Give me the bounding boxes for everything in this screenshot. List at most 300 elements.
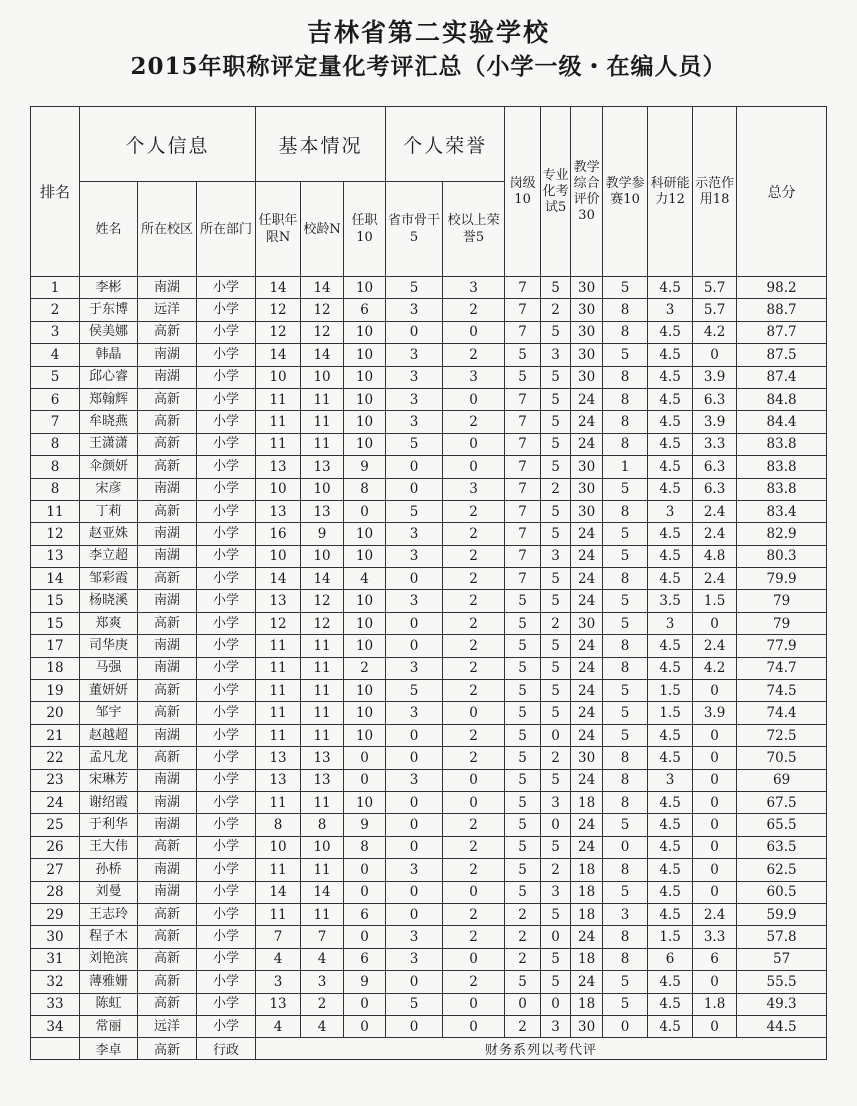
teaching-contest-cell: 1 [603,456,648,478]
teaching-eval-cell: 24 [571,388,603,410]
post-level-cell: 7 [505,568,541,590]
rank-cell: 3 [31,321,80,343]
tenure-years-cell: 12 [256,321,301,343]
campus-cell: 高新 [138,456,197,478]
tenure-score-cell: 4 [344,568,386,590]
teaching-contest-cell: 8 [603,568,648,590]
name-cell: 司华庚 [80,635,138,657]
research-cell: 3 [648,299,693,321]
teaching-contest-cell: 8 [603,926,648,948]
school-age-cell: 11 [301,859,344,881]
department-cell: 小学 [197,478,256,500]
table-row [31,478,827,500]
department-cell: 小学 [197,881,256,903]
school-honor-cell: 2 [443,299,505,321]
school-honor-cell: 0 [443,791,505,813]
research-cell: 4.5 [648,814,693,836]
name-cell: 谢绍霞 [80,791,138,813]
header-rank: 排名 [31,107,80,277]
name-cell: 牟晓燕 [80,411,138,433]
teaching-eval-cell: 24 [571,523,603,545]
campus-cell: 南湖 [138,478,197,500]
header-research: 科研能力12 [648,107,693,277]
backbone-cell: 0 [386,635,443,657]
department-cell: 小学 [197,836,256,858]
school-honor-cell: 0 [443,1015,505,1037]
school-honor-cell: 2 [443,836,505,858]
post-level-cell: 7 [505,277,541,299]
teaching-eval-cell: 30 [571,747,603,769]
campus-cell: 高新 [138,747,197,769]
backbone-cell: 0 [386,456,443,478]
rank-cell: 2 [31,299,80,321]
backbone-cell: 5 [386,680,443,702]
rank-cell: 12 [31,523,80,545]
rank-cell: 31 [31,948,80,970]
research-cell: 4.5 [648,568,693,590]
rank-cell: 8 [31,456,80,478]
tenure-years-cell: 10 [256,478,301,500]
rank-cell: 8 [31,478,80,500]
header-school-age: 校龄N [301,182,344,277]
school-age-cell: 11 [301,724,344,746]
campus-cell: 高新 [138,903,197,925]
school-honor-cell: 2 [443,500,505,522]
footer-department-cell: 行政 [197,1038,256,1060]
rank-cell: 6 [31,388,80,410]
campus-cell: 高新 [138,680,197,702]
tenure-score-cell: 10 [344,277,386,299]
tenure-years-cell: 13 [256,500,301,522]
campus-cell: 高新 [138,926,197,948]
demonstration-cell: 0 [693,971,737,993]
teaching-contest-cell: 8 [603,747,648,769]
teaching-contest-cell: 5 [603,523,648,545]
demonstration-cell: 1.8 [693,993,737,1015]
department-cell: 小学 [197,926,256,948]
teaching-contest-cell: 8 [603,791,648,813]
specialization-exam-cell: 5 [541,948,571,970]
name-cell: 邹彩霞 [80,568,138,590]
campus-cell: 南湖 [138,366,197,388]
teaching-contest-cell: 8 [603,635,648,657]
name-cell: 孙桥 [80,859,138,881]
tenure-years-cell: 12 [256,612,301,634]
backbone-cell: 0 [386,747,443,769]
department-cell: 小学 [197,433,256,455]
school-age-cell: 4 [301,948,344,970]
demonstration-cell: 5.7 [693,299,737,321]
school-honor-cell: 2 [443,926,505,948]
specialization-exam-cell: 5 [541,657,571,679]
tenure-years-cell: 11 [256,791,301,813]
rank-cell: 14 [31,568,80,590]
school-age-cell: 2 [301,993,344,1015]
backbone-cell: 3 [386,948,443,970]
teaching-contest-cell: 8 [603,366,648,388]
tenure-score-cell: 10 [344,612,386,634]
tenure-score-cell: 9 [344,971,386,993]
teaching-eval-cell: 24 [571,657,603,679]
total-cell: 87.5 [737,344,827,366]
teaching-eval-cell: 30 [571,456,603,478]
tenure-years-cell: 13 [256,590,301,612]
school-honor-cell: 0 [443,456,505,478]
teaching-eval-cell: 30 [571,366,603,388]
specialization-exam-cell: 2 [541,478,571,500]
teaching-eval-cell: 30 [571,344,603,366]
tenure-score-cell: 10 [344,545,386,567]
name-cell: 李立超 [80,545,138,567]
header-tenure-score: 任职10 [344,182,386,277]
table-row [31,344,827,366]
demonstration-cell: 6.3 [693,388,737,410]
post-level-cell: 5 [505,791,541,813]
rank-cell: 13 [31,545,80,567]
teaching-contest-cell: 8 [603,433,648,455]
table-row [31,321,827,343]
header-campus: 所在校区 [138,182,197,277]
backbone-cell: 3 [386,366,443,388]
total-cell: 77.9 [737,635,827,657]
teaching-contest-cell: 5 [603,680,648,702]
total-cell: 83.8 [737,456,827,478]
demonstration-cell: 2.4 [693,523,737,545]
total-cell: 83.8 [737,478,827,500]
school-age-cell: 11 [301,680,344,702]
specialization-exam-cell: 5 [541,433,571,455]
department-cell: 小学 [197,612,256,634]
post-level-cell: 5 [505,702,541,724]
school-honor-cell: 0 [443,321,505,343]
teaching-eval-cell: 24 [571,702,603,724]
research-cell: 4.5 [648,433,693,455]
table-row [31,433,827,455]
campus-cell: 高新 [138,993,197,1015]
research-cell: 3 [648,769,693,791]
teaching-eval-cell: 24 [571,724,603,746]
school-honor-cell: 0 [443,702,505,724]
footer-row [31,1038,827,1060]
tenure-years-cell: 3 [256,971,301,993]
tenure-years-cell: 14 [256,344,301,366]
name-cell: 宋彦 [80,478,138,500]
school-age-cell: 12 [301,590,344,612]
footer-campus-cell: 高新 [138,1038,197,1060]
demonstration-cell: 0 [693,859,737,881]
total-cell: 70.5 [737,747,827,769]
total-cell: 55.5 [737,971,827,993]
table-row [31,836,827,858]
research-cell: 4.5 [648,791,693,813]
campus-cell: 南湖 [138,635,197,657]
department-cell: 小学 [197,388,256,410]
department-cell: 小学 [197,321,256,343]
total-cell: 83.4 [737,500,827,522]
teaching-eval-cell: 18 [571,791,603,813]
teaching-contest-cell: 5 [603,590,648,612]
total-cell: 62.5 [737,859,827,881]
total-cell: 82.9 [737,523,827,545]
research-cell: 4.5 [648,523,693,545]
school-honor-cell: 2 [443,657,505,679]
rank-cell: 17 [31,635,80,657]
campus-cell: 南湖 [138,814,197,836]
specialization-exam-cell: 0 [541,993,571,1015]
teaching-contest-cell: 8 [603,388,648,410]
teaching-contest-cell: 8 [603,657,648,679]
footer-note: 财务系列以考代评 [256,1038,827,1060]
name-cell: 赵亚姝 [80,523,138,545]
post-level-cell: 5 [505,635,541,657]
backbone-cell: 5 [386,993,443,1015]
specialization-exam-cell: 5 [541,523,571,545]
post-level-cell: 5 [505,859,541,881]
tenure-years-cell: 14 [256,277,301,299]
school-age-cell: 10 [301,366,344,388]
school-age-cell: 14 [301,881,344,903]
total-cell: 74.5 [737,680,827,702]
school-age-cell: 11 [301,433,344,455]
school-honor-cell: 2 [443,747,505,769]
table-row [31,590,827,612]
tenure-score-cell: 10 [344,590,386,612]
tenure-years-cell: 10 [256,836,301,858]
teaching-eval-cell: 30 [571,478,603,500]
tenure-years-cell: 11 [256,702,301,724]
post-level-cell: 5 [505,612,541,634]
tenure-score-cell: 10 [344,791,386,813]
rank-cell: 25 [31,814,80,836]
school-honor-cell: 2 [443,545,505,567]
department-cell: 小学 [197,814,256,836]
campus-cell: 南湖 [138,769,197,791]
department-cell: 小学 [197,545,256,567]
teaching-contest-cell: 5 [603,277,648,299]
tenure-years-cell: 14 [256,568,301,590]
backbone-cell: 0 [386,881,443,903]
teaching-eval-cell: 30 [571,1015,603,1037]
teaching-contest-cell: 5 [603,702,648,724]
table-row [31,411,827,433]
table-row [31,388,827,410]
rank-cell: 33 [31,993,80,1015]
campus-cell: 高新 [138,411,197,433]
teaching-eval-cell: 18 [571,881,603,903]
campus-cell: 南湖 [138,724,197,746]
school-age-cell: 14 [301,344,344,366]
campus-cell: 南湖 [138,523,197,545]
rank-cell: 5 [31,366,80,388]
tenure-score-cell: 6 [344,948,386,970]
table-row [31,747,827,769]
tenure-score-cell: 0 [344,993,386,1015]
report-title: 2015年职称评定量化考评汇总（小学一级・在编人员） [130,53,727,80]
specialization-exam-cell: 5 [541,903,571,925]
specialization-exam-cell: 3 [541,545,571,567]
demonstration-cell: 0 [693,612,737,634]
school-name: 吉林省第二实验学校 [306,18,550,47]
tenure-years-cell: 11 [256,859,301,881]
tenure-years-cell: 11 [256,388,301,410]
school-honor-cell: 2 [443,344,505,366]
backbone-cell: 0 [386,791,443,813]
department-cell: 小学 [197,657,256,679]
table-row [31,859,827,881]
school-age-cell: 12 [301,321,344,343]
post-level-cell: 5 [505,344,541,366]
tenure-score-cell: 0 [344,881,386,903]
backbone-cell: 0 [386,321,443,343]
department-cell: 小学 [197,903,256,925]
teaching-eval-cell: 24 [571,590,603,612]
table-row [31,612,827,634]
research-cell: 4.5 [648,388,693,410]
rank-cell: 1 [31,277,80,299]
total-cell: 84.8 [737,388,827,410]
department-cell: 小学 [197,366,256,388]
header-total: 总分 [737,107,827,277]
research-cell: 4.5 [648,903,693,925]
school-age-cell: 11 [301,791,344,813]
teaching-contest-cell: 8 [603,321,648,343]
name-cell: 薄雅姗 [80,971,138,993]
post-level-cell: 5 [505,971,541,993]
demonstration-cell: 0 [693,344,737,366]
department-cell: 小学 [197,948,256,970]
demonstration-cell: 5.7 [693,277,737,299]
name-cell: 王志玲 [80,903,138,925]
demonstration-cell: 6.3 [693,456,737,478]
teaching-eval-cell: 24 [571,635,603,657]
name-cell: 丁莉 [80,500,138,522]
post-level-cell: 2 [505,1015,541,1037]
tenure-score-cell: 9 [344,814,386,836]
teaching-eval-cell: 24 [571,411,603,433]
school-age-cell: 14 [301,277,344,299]
teaching-eval-cell: 24 [571,680,603,702]
backbone-cell: 0 [386,724,443,746]
name-cell: 伞颜妍 [80,456,138,478]
demonstration-cell: 0 [693,1015,737,1037]
research-cell: 4.5 [648,1015,693,1037]
total-cell: 84.4 [737,411,827,433]
total-cell: 72.5 [737,724,827,746]
tenure-score-cell: 8 [344,478,386,500]
school-honor-cell: 2 [443,568,505,590]
campus-cell: 南湖 [138,859,197,881]
total-cell: 83.8 [737,433,827,455]
post-level-cell: 7 [505,545,541,567]
backbone-cell: 0 [386,903,443,925]
school-age-cell: 3 [301,971,344,993]
table-row [31,456,827,478]
name-cell: 王潇潇 [80,433,138,455]
post-level-cell: 5 [505,590,541,612]
campus-cell: 高新 [138,433,197,455]
demonstration-cell: 3.9 [693,366,737,388]
tenure-years-cell: 11 [256,635,301,657]
backbone-cell: 0 [386,1015,443,1037]
department-cell: 小学 [197,791,256,813]
tenure-years-cell: 8 [256,814,301,836]
name-cell: 常丽 [80,1015,138,1037]
school-age-cell: 12 [301,299,344,321]
tenure-score-cell: 0 [344,500,386,522]
tenure-score-cell: 10 [344,680,386,702]
header-school-honor: 校以上荣誉5 [443,182,505,277]
teaching-eval-cell: 24 [571,433,603,455]
teaching-contest-cell: 5 [603,881,648,903]
rank-cell: 29 [31,903,80,925]
specialization-exam-cell: 5 [541,590,571,612]
campus-cell: 高新 [138,948,197,970]
post-level-cell: 2 [505,903,541,925]
post-level-cell: 2 [505,926,541,948]
demonstration-cell: 3.9 [693,411,737,433]
name-cell: 王大伟 [80,836,138,858]
teaching-eval-cell: 18 [571,993,603,1015]
demonstration-cell: 6.3 [693,478,737,500]
teaching-eval-cell: 18 [571,859,603,881]
teaching-eval-cell: 30 [571,277,603,299]
tenure-years-cell: 11 [256,411,301,433]
teaching-contest-cell: 5 [603,478,648,500]
research-cell: 4.5 [648,545,693,567]
total-cell: 74.7 [737,657,827,679]
specialization-exam-cell: 5 [541,568,571,590]
tenure-score-cell: 10 [344,321,386,343]
campus-cell: 南湖 [138,657,197,679]
tenure-score-cell: 10 [344,366,386,388]
research-cell: 4.5 [648,724,693,746]
school-honor-cell: 2 [443,724,505,746]
specialization-exam-cell: 5 [541,366,571,388]
tenure-years-cell: 11 [256,903,301,925]
school-age-cell: 12 [301,612,344,634]
post-level-cell: 5 [505,680,541,702]
school-age-cell: 10 [301,836,344,858]
post-level-cell: 5 [505,366,541,388]
backbone-cell: 3 [386,859,443,881]
name-cell: 赵越超 [80,724,138,746]
teaching-contest-cell: 5 [603,814,648,836]
header-honors: 个人荣誉 [386,107,505,182]
campus-cell: 南湖 [138,545,197,567]
table-row [31,948,827,970]
post-level-cell: 5 [505,657,541,679]
post-level-cell: 5 [505,836,541,858]
school-age-cell: 11 [301,657,344,679]
post-level-cell: 7 [505,433,541,455]
campus-cell: 高新 [138,612,197,634]
demonstration-cell: 0 [693,747,737,769]
department-cell: 小学 [197,680,256,702]
school-honor-cell: 0 [443,993,505,1015]
rank-cell: 11 [31,500,80,522]
backbone-cell: 0 [386,814,443,836]
tenure-score-cell: 0 [344,747,386,769]
department-cell: 小学 [197,299,256,321]
table-body [31,277,827,1038]
name-cell: 于东博 [80,299,138,321]
specialization-exam-cell: 5 [541,388,571,410]
school-honor-cell: 3 [443,478,505,500]
teaching-eval-cell: 24 [571,926,603,948]
tenure-years-cell: 16 [256,523,301,545]
demonstration-cell: 0 [693,791,737,813]
tenure-score-cell: 10 [344,388,386,410]
